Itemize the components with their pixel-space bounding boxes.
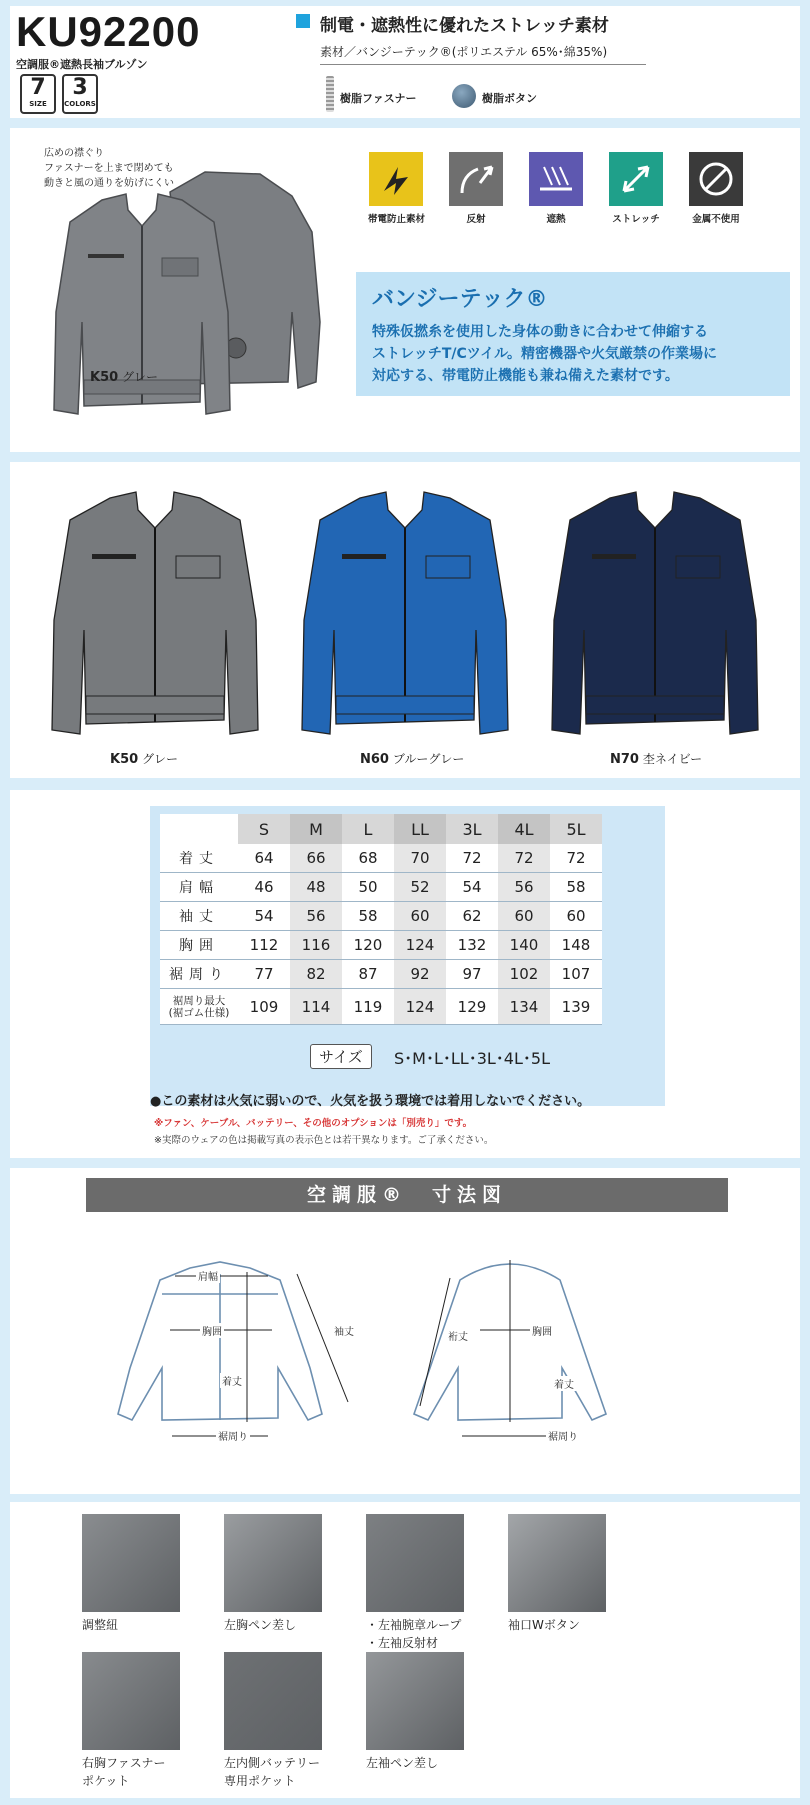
detail-photo [366,1514,464,1612]
size-cell: 72 [498,844,550,873]
features-panel [10,128,800,452]
details-panel [10,1502,800,1798]
detail-photo [508,1514,606,1612]
size-cell: 92 [394,960,446,989]
size-cell: 107 [550,960,602,989]
size-count: 7 [30,75,46,100]
row-label: 裾周り [160,960,238,989]
detail-photo [82,1514,180,1612]
feature-label: 反射 [466,214,486,225]
feature-reflective [448,152,504,225]
headline-marker-icon [296,14,310,28]
feature-label: 金属不使用 [692,214,740,225]
jacket-k50-image [30,470,280,742]
color-code: N70 [610,752,639,767]
detail-label: 右胸ファスナー ポケット [82,1756,166,1788]
size-header: S [238,814,290,844]
size-cell: 70 [394,844,446,873]
color-name: グレー [142,752,179,766]
accessory-zipper-label: 樹脂ファスナー [340,92,417,105]
jacket-n60-image [280,470,530,742]
size-cell: 60 [498,902,550,931]
size-cell: 120 [342,931,394,960]
detail-label: 左袖ペン差し [366,1756,439,1770]
front-sleeve-label: 袖丈 [332,1323,356,1338]
size-list: S･M･L･LL･3L･4L･5L [394,1049,550,1068]
size-cell: 68 [342,844,394,873]
size-header-row [160,814,602,844]
size-cell: 60 [550,902,602,931]
front-hem-label: 裾周り [216,1428,250,1443]
back-yuki-label: 裄丈 [446,1328,470,1343]
size-cell: 114 [290,989,342,1025]
zipper-icon [326,76,334,112]
color-name: 杢ネイビー [642,752,703,766]
detail-label: 左内側バッテリー 専用ポケット [224,1756,321,1788]
back-hem-label: 裾周り [546,1428,580,1443]
size-row [160,931,602,960]
size-cell: 97 [446,960,498,989]
color-name: ブルーグレー [392,752,465,766]
color-variants-panel [10,462,800,778]
size-header: 4L [498,814,550,844]
row-label: 着丈 [160,844,238,873]
dimension-diagram-panel [10,1168,800,1494]
jacket-n70-image [530,470,780,742]
size-cell: 102 [498,960,550,989]
fabric-line: 特殊仮撚糸を使用した身体の動きに合わせて伸縮する [372,324,708,340]
size-count-label: SIZE [29,100,47,108]
size-cell: 58 [550,873,602,902]
fabric-line: 対応する、帯電防止機能も兼ね備えた素材です。 [372,368,679,384]
size-cell: 60 [394,902,446,931]
size-table-area [150,806,665,1106]
row-label: 裾周り最大 (裾ゴム仕様) [160,989,238,1025]
size-cell: 129 [446,989,498,1025]
feature-label: 帯電防止素材 [368,214,426,225]
size-header: L [342,814,394,844]
color-count-badge [62,74,98,114]
size-cell: 50 [342,873,394,902]
options-note: ※ファン、ケーブル、バッテリー、その他のオプションは「別売り」です。 [154,1118,473,1129]
headline: 制電・遮熱性に優れたストレッチ素材 [320,16,609,36]
detail-label: 調整紐 [82,1618,119,1632]
front-length-label: 着丈 [220,1373,244,1388]
back-length-label: 着丈 [552,1376,576,1391]
size-cell: 54 [238,902,290,931]
color-caption [360,750,464,767]
size-cell: 87 [342,960,394,989]
size-chart-panel [10,790,800,1158]
header-panel [10,6,800,118]
size-cell: 134 [498,989,550,1025]
size-label-box: サイズ [310,1044,372,1069]
detail-photo [224,1514,322,1612]
caption-code: K50 [90,370,119,385]
note-line: 動きと風の通りを妨げにくい [44,178,174,189]
size-row [160,902,602,931]
size-cell: 119 [342,989,394,1025]
size-table [160,814,602,1025]
material-text: 素材／バンジーテック®(ポリエステル 65%･綿35%) [320,45,608,59]
feature-heat-shield [528,152,584,225]
divider [320,64,646,65]
size-cell: 72 [446,844,498,873]
stretch-icon [609,152,663,206]
size-cell: 56 [290,902,342,931]
color-code: K50 [110,752,139,767]
size-cell: 54 [446,873,498,902]
detail-label: 左胸ペン差し [224,1618,297,1632]
note-line: 広めの襟ぐり [44,148,104,159]
fabric-line: ストレッチT/Cツイル。精密機器や火気厳禁の作業場に [372,346,717,362]
feature-antistatic [368,152,424,225]
color-caption [110,750,178,767]
button-icon [452,84,476,108]
detail-photo [224,1652,322,1750]
size-cell: 72 [550,844,602,873]
size-cell: 46 [238,873,290,902]
size-header: 5L [550,814,602,844]
fabric-description [372,321,774,387]
size-row [160,844,602,873]
detail-photo [366,1652,464,1750]
feature-stretch [608,152,664,225]
fabric-title: バンジーテック® [372,287,548,312]
size-header: 3L [446,814,498,844]
antistatic-icon [369,152,423,206]
size-cell: 139 [550,989,602,1025]
size-row [160,873,602,902]
detail-label: 袖口Wボタン [508,1618,580,1632]
product-subtitle: 空調服®遮熱長袖ブルゾン [16,58,148,71]
no-metal-icon [689,152,743,206]
size-cell: 112 [238,931,290,960]
front-shoulder-label: 肩幅 [196,1268,220,1283]
dimension-drawing [10,1218,800,1488]
size-cell: 140 [498,931,550,960]
size-cell: 132 [446,931,498,960]
dimension-arrows [170,1260,558,1436]
fabric-description-box [356,272,790,396]
size-cell: 77 [238,960,290,989]
size-row [160,960,602,989]
heat-shield-icon [529,152,583,206]
feature-label: 遮熱 [546,214,566,225]
k50-caption [90,368,158,385]
size-cell: 62 [446,902,498,931]
jacket-illustration [30,162,340,424]
size-cell: 124 [394,989,446,1025]
feature-no-metal [688,152,744,225]
accessory-button-label: 樹脂ボタン [482,92,537,105]
color-count: 3 [72,75,88,100]
detail-photo [82,1652,180,1750]
size-cell: 48 [290,873,342,902]
reflective-icon [449,152,503,206]
size-cell: 148 [550,931,602,960]
feature-label: ストレッチ [612,214,660,225]
size-header: LL [394,814,446,844]
product-code: KU92200 [16,8,201,55]
row-label: 袖丈 [160,902,238,931]
dimension-title: 空調服® 寸法図 [86,1178,728,1212]
size-cell: 56 [498,873,550,902]
color-count-label: COLORS [64,100,96,108]
caption-name: グレー [122,370,159,384]
color-caption [610,750,702,767]
size-header: M [290,814,342,844]
corner-cell [160,814,238,844]
size-cell: 82 [290,960,342,989]
color-disclaimer: ※実際のウェアの色は掲載写真の表示色とは若干異なります。ご了承ください。 [154,1135,494,1146]
row-label: 肩幅 [160,873,238,902]
back-chest-label: 胸囲 [530,1323,554,1338]
size-cell: 64 [238,844,290,873]
front-chest-label: 胸囲 [200,1323,224,1338]
size-cell: 58 [342,902,394,931]
detail-label: ・左袖腕章ループ ・左袖反射材 [366,1618,462,1650]
note-line: ファスナーを上まで閉めても [44,163,174,174]
size-cell: 116 [290,931,342,960]
size-row [160,989,602,1025]
color-code: N60 [360,752,389,767]
size-cell: 66 [290,844,342,873]
size-cell: 52 [394,873,446,902]
front-outline [118,1262,322,1420]
fire-warning: ●この素材は火気に弱いので、火気を扱う環境では着用しないでください。 [150,1094,591,1109]
size-count-badge [20,74,56,114]
size-cell: 124 [394,931,446,960]
row-label: 胸囲 [160,931,238,960]
size-cell: 109 [238,989,290,1025]
